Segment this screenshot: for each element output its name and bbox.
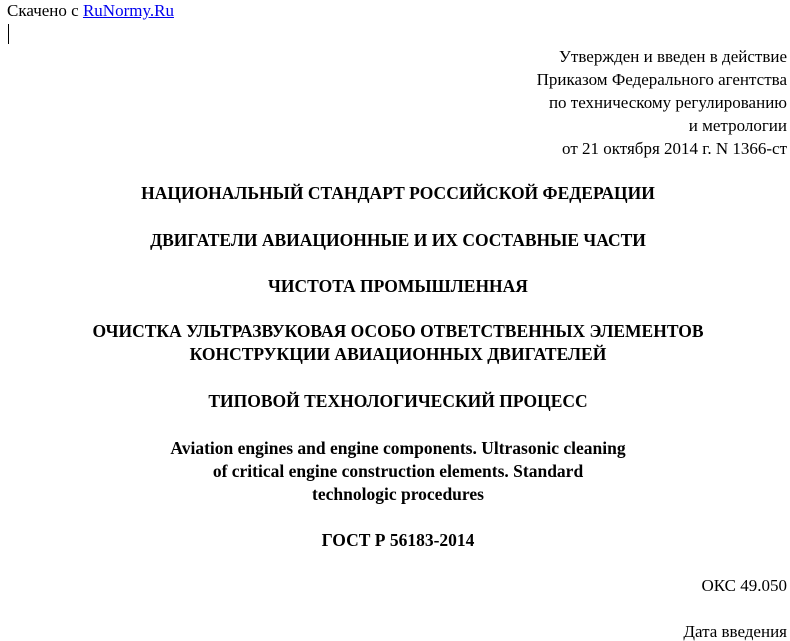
english-title-line: technologic procedures: [312, 484, 484, 504]
approval-block: [537, 45, 787, 160]
text-cursor: [8, 24, 9, 44]
approval-line: Приказом Федерального агентства: [536, 70, 787, 89]
title-ultrasonic-cleaning: [0, 320, 790, 366]
approval-line: Утвержден и введен в действие: [558, 47, 787, 66]
standard-heading: НАЦИОНАЛЬНЫЙ СТАНДАРТ РОССИЙСКОЙ ФЕДЕРАЦИИ: [141, 183, 655, 203]
english-title-line: of critical engine construction elements. Standard: [212, 461, 584, 481]
english-title-line: Aviation engines and engine components. Ultrasonic cleaning: [170, 438, 626, 458]
runormy-link[interactable]: RuNormy.Ru: [82, 1, 174, 20]
title-ultrasonic-line: ОЧИСТКА УЛЬТРАЗВУКОВАЯ ОСОБО ОТВЕТСТВЕННЫХ ЭЛЕМЕНТОВ: [92, 321, 704, 341]
intro-date-label: Дата введения: [683, 622, 787, 641]
title-ultrasonic-line: КОНСТРУКЦИИ АВИАЦИОННЫХ ДВИГАТЕЛЕЙ: [189, 344, 607, 364]
approval-line: от 21 октября 2014 г. N 1366-ст: [562, 139, 787, 158]
english-title: [0, 437, 790, 506]
title-engines: ДВИГАТЕЛИ АВИАЦИОННЫЕ И ИХ СОСТАВНЫЕ ЧАСТИ: [150, 230, 646, 250]
gost-number: ГОСТ Р 56183-2014: [321, 530, 475, 550]
download-prefix: Скачено с: [7, 1, 79, 20]
download-source-line: [7, 1, 174, 21]
approval-line: по техническому регулированию: [548, 93, 787, 112]
title-process: ТИПОВОЙ ТЕХНОЛОГИЧЕСКИЙ ПРОЦЕСС: [208, 391, 588, 411]
approval-line: и метрологии: [688, 116, 787, 135]
title-cleanliness: ЧИСТОТА ПРОМЫШЛЕННАЯ: [268, 276, 528, 296]
oks-code: ОКС 49.050: [701, 576, 787, 595]
